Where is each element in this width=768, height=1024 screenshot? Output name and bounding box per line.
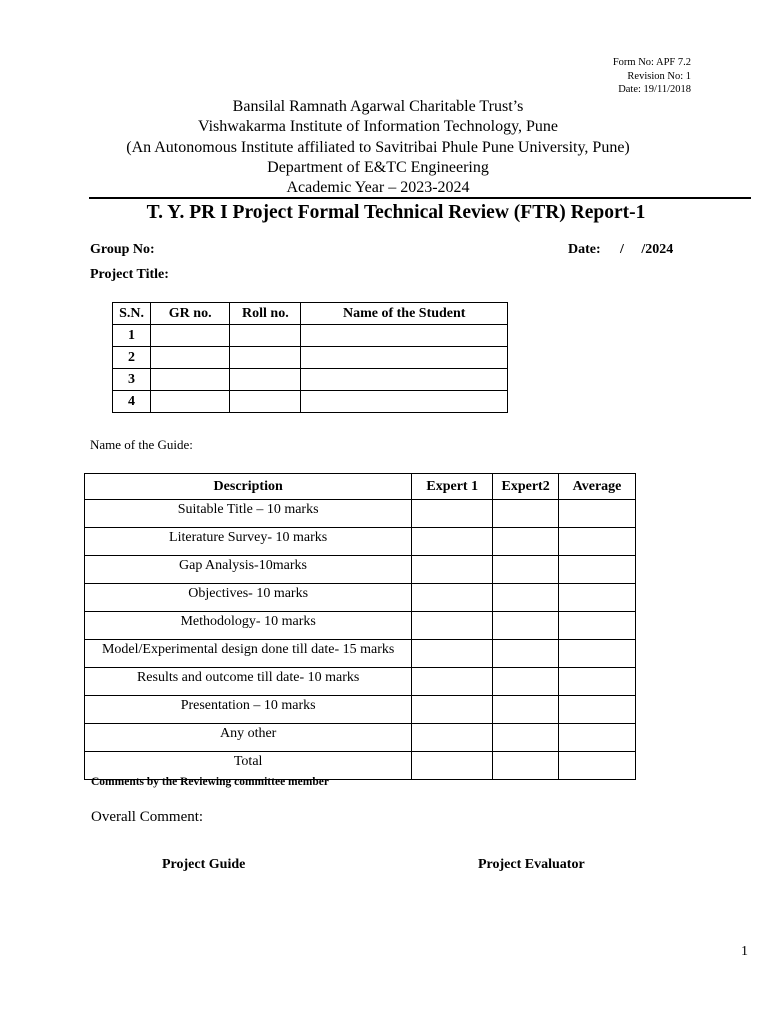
overall-comment-label: Overall Comment: [91,809,204,825]
expert-2-cell[interactable] [493,724,559,752]
average-cell[interactable] [559,528,636,556]
header-average: Average [559,474,636,500]
expert-2-cell[interactable] [493,752,559,780]
average-cell[interactable] [559,724,636,752]
expert-1-cell[interactable] [412,528,493,556]
expert-1-cell[interactable] [412,696,493,724]
project-evaluator-signature-label: Project Evaluator [478,857,585,872]
header-student-name: Name of the Student [301,303,508,325]
comments-label: Comments by the Reviewing committee member [91,776,329,788]
expert-1-cell[interactable] [412,668,493,696]
expert-1-cell[interactable] [412,612,493,640]
expert-1-cell[interactable] [412,724,493,752]
expert-1-cell[interactable] [412,640,493,668]
gr-no-cell[interactable] [151,391,230,413]
group-no-label: Group No: [90,242,155,257]
table-row [85,500,636,528]
form-date: Date: 19/11/2018 [618,84,691,95]
average-cell[interactable] [559,752,636,780]
row-sn: 3 [113,369,151,391]
report-title: T. Y. PR I Project Formal Technical Review (FTR) Report-1 [146,202,646,223]
average-cell[interactable] [559,612,636,640]
expert-2-cell[interactable] [493,528,559,556]
table-row [113,325,508,347]
header-expert-2: Expert2 [493,474,559,500]
date-value: / /2024 [620,242,674,257]
revision-number: Revision No: 1 [627,70,691,82]
gr-no-cell[interactable] [151,325,230,347]
table-row [113,347,508,369]
expert-2-cell[interactable] [493,556,559,584]
roll-no-cell[interactable] [230,347,301,369]
expert-1-cell[interactable] [412,584,493,612]
expert-2-cell[interactable] [493,640,559,668]
project-title-label: Project Title: [90,267,169,282]
academic-year: Academic Year – 2023-2024 [286,179,470,197]
table-row [85,724,636,752]
criterion-label: Results and outcome till date- 10 marks [85,668,412,696]
criterion-label: Model/Experimental design done till date- 15 marks [85,640,412,668]
table-row [85,612,636,640]
trust-name: Bansilal Ramnath Agarwal Charitable Trust’s [232,98,524,115]
org-header [0,97,768,198]
criterion-label: Presentation – 10 marks [85,696,412,724]
average-cell[interactable] [559,500,636,528]
criterion-label: Suitable Title – 10 marks [85,500,412,528]
criterion-label: Literature Survey- 10 marks [85,528,412,556]
student-name-cell[interactable] [301,369,508,391]
roll-no-cell[interactable] [230,325,301,347]
average-cell[interactable] [559,696,636,724]
project-guide-signature-label: Project Guide [162,857,246,872]
guide-name-label: Name of the Guide: [90,437,193,452]
average-cell[interactable] [559,668,636,696]
criterion-label: Total [85,752,412,780]
row-sn: 2 [113,347,151,369]
expert-1-cell[interactable] [412,556,493,584]
criterion-label: Gap Analysis-10marks [85,556,412,584]
header-description: Description [85,474,412,500]
roll-no-cell[interactable] [230,369,301,391]
affiliation: (An Autonomous Institute affiliated to Savitribai Phule Pune University, Pune) [126,138,630,156]
marks-table [84,473,636,780]
header-divider [89,197,751,199]
gr-no-cell[interactable] [151,369,230,391]
form-meta [613,56,691,97]
header-expert-1: Expert 1 [412,474,493,500]
student-table-header [113,303,508,325]
date-label: Date: [568,242,601,257]
form-number: Form No: APF 7.2 [612,57,691,68]
expert-2-cell[interactable] [493,612,559,640]
criterion-label: Methodology- 10 marks [85,612,412,640]
student-name-cell[interactable] [301,347,508,369]
table-row [85,584,636,612]
department: Department of E&TC Engineering [267,158,489,176]
table-row [85,528,636,556]
criterion-label: Objectives- 10 marks [85,584,412,612]
expert-2-cell[interactable] [493,668,559,696]
page-number: 1 [741,944,748,959]
institute-name: Vishwakarma Institute of Information Technology, Pune [197,118,559,136]
marks-table-header [85,474,636,500]
header-sn: S.N. [113,303,151,325]
row-sn: 1 [113,325,151,347]
row-sn: 4 [113,391,151,413]
expert-1-cell[interactable] [412,500,493,528]
table-row [85,668,636,696]
table-row [113,391,508,413]
roll-no-cell[interactable] [230,391,301,413]
table-row [85,640,636,668]
expert-2-cell[interactable] [493,500,559,528]
criterion-label: Any other [85,724,412,752]
average-cell[interactable] [559,556,636,584]
student-name-cell[interactable] [301,325,508,347]
average-cell[interactable] [559,640,636,668]
header-roll-no: Roll no. [230,303,301,325]
table-row [85,556,636,584]
table-row [85,696,636,724]
header-gr-no: GR no. [151,303,230,325]
student-name-cell[interactable] [301,391,508,413]
expert-2-cell[interactable] [493,696,559,724]
expert-2-cell[interactable] [493,584,559,612]
expert-1-cell[interactable] [412,752,493,780]
average-cell[interactable] [559,584,636,612]
student-table [112,302,508,413]
gr-no-cell[interactable] [151,347,230,369]
table-row [113,369,508,391]
